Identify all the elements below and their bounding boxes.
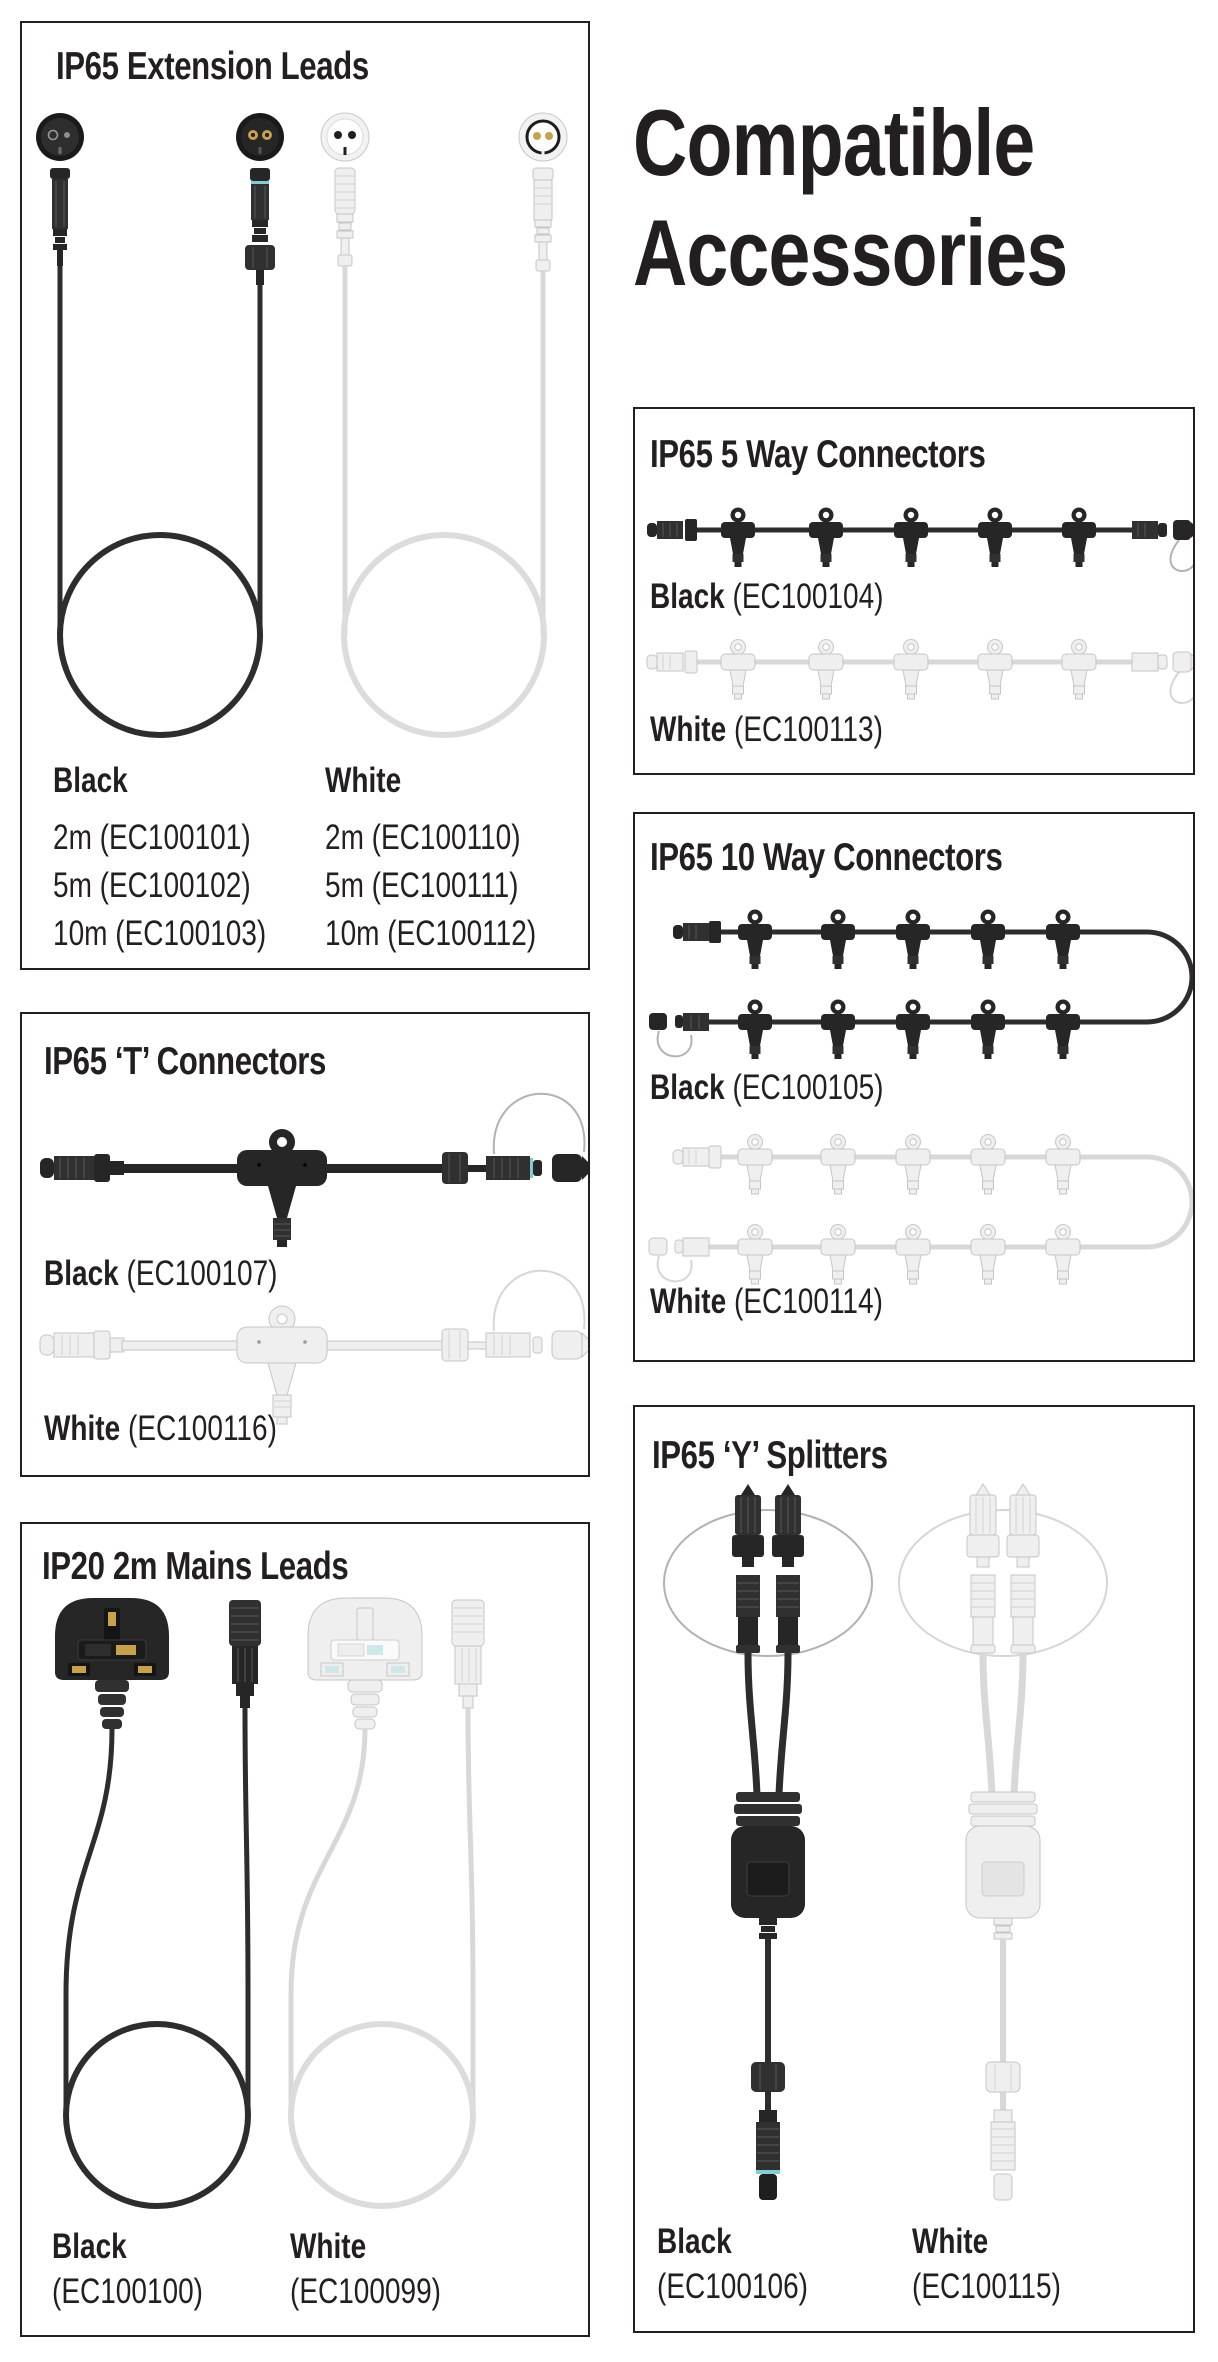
- black-t-connector-icon: [40, 1094, 588, 1247]
- page-title-line1: Compatible: [633, 90, 1035, 195]
- black-socket-face-icon: [36, 113, 84, 161]
- variant-label-black: Black (EC100106): [657, 2222, 808, 2306]
- t-connectors-illustration: [22, 1014, 588, 1475]
- panel-mains-leads: [20, 1522, 590, 2337]
- white-cable-loop: [344, 535, 544, 735]
- heading-ten-way: IP65 10 Way Connectors: [650, 836, 1003, 879]
- variant-label-black: Black (EC100105): [650, 1068, 884, 1107]
- white-uk-plug-icon: [308, 1598, 422, 1729]
- black-connector-icon: [229, 1600, 261, 1708]
- variant-label-white: White (EC100115): [912, 2222, 1061, 2306]
- heading-t-connectors: IP65 ‘T’ Connectors: [44, 1040, 326, 1083]
- white-pin-face-icon: [519, 113, 567, 161]
- panel-ten-way: [633, 812, 1195, 1362]
- variant-label-black: Black (EC100104): [650, 577, 884, 616]
- black-cable-loop: [66, 2024, 248, 2206]
- variant-label-white: White (EC100116): [44, 1409, 277, 1448]
- column-label: White: [325, 761, 402, 800]
- variant-label-black: Black (EC100107): [44, 1254, 278, 1293]
- color-column-black: [53, 761, 266, 958]
- product-code-item: 2m (EC100101): [53, 818, 251, 857]
- black-uk-plug-icon: [55, 1598, 169, 1729]
- black-y-splitter-icon: [664, 1484, 872, 2200]
- y-splitters-illustration: [635, 1407, 1193, 2331]
- black-five-way-icon: [647, 508, 1193, 572]
- color-column-white: [325, 761, 536, 958]
- heading-five-way: IP65 5 Way Connectors: [650, 433, 986, 476]
- panel-y-splitters: [633, 1405, 1195, 2333]
- product-code-item: 10m (EC100103): [53, 914, 267, 953]
- panel-five-way: [633, 407, 1195, 775]
- heading-extension-leads: IP65 Extension Leads: [56, 45, 369, 88]
- variant-label-black: Black (EC100100): [52, 2227, 203, 2311]
- panel-extension-leads: [20, 21, 590, 970]
- black-pin-face-icon: [236, 113, 284, 161]
- panel-t-connectors: [20, 1012, 590, 1477]
- product-code-item: 5m (EC100102): [53, 866, 251, 905]
- column-label: Black: [53, 761, 128, 800]
- product-code-item: 2m (EC100110): [325, 818, 521, 857]
- heading-y-splitters: IP65 ‘Y’ Splitters: [652, 1434, 888, 1477]
- black-cable-loop: [60, 535, 260, 735]
- black-plug-icon: [50, 168, 70, 266]
- black-plug-collar-icon: [245, 168, 275, 285]
- white-plug2-icon: [533, 168, 553, 271]
- white-socket-face-icon: [321, 113, 369, 161]
- mains-leads-illustration: [22, 1524, 588, 2335]
- page-title-line2: Accessories: [633, 200, 1068, 305]
- white-ten-way-icon: [649, 1135, 1192, 1285]
- variant-label-white: White (EC100099): [290, 2227, 441, 2311]
- black-ten-way-icon: [649, 910, 1192, 1060]
- page-title: [633, 88, 1067, 308]
- white-y-splitter-icon: [899, 1484, 1107, 2200]
- white-connector-icon: [452, 1600, 484, 1708]
- product-code-item: 5m (EC100111): [325, 866, 519, 905]
- variant-label-white: White (EC100114): [650, 1282, 883, 1321]
- heading-mains-leads: IP20 2m Mains Leads: [42, 1545, 349, 1588]
- variant-label-white: White (EC100113): [650, 710, 883, 749]
- white-plug-icon: [335, 168, 355, 266]
- white-five-way-icon: [647, 640, 1193, 704]
- white-cable-loop: [291, 2024, 473, 2206]
- product-code-item: 10m (EC100112): [325, 914, 537, 953]
